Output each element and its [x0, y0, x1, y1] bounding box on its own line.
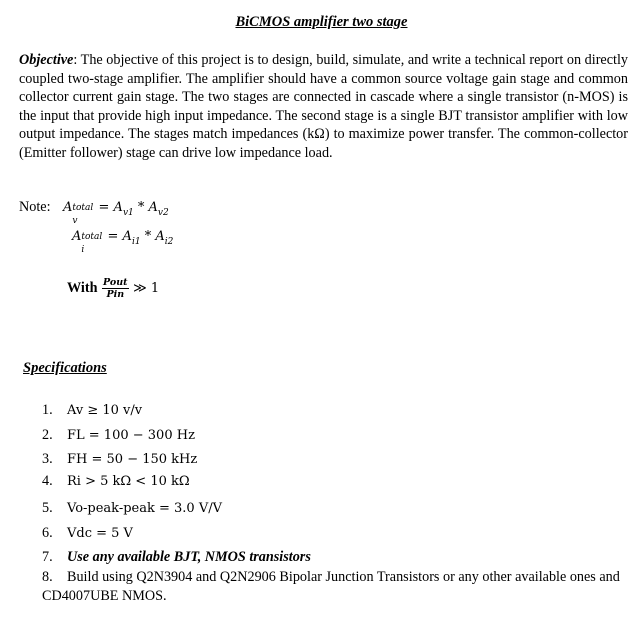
spec-num: 2.: [42, 427, 53, 443]
spec-text: Vdc = 5 V: [67, 526, 133, 541]
spec-item-2: [42, 427, 195, 444]
spec-num: 7.: [42, 549, 53, 565]
spec-num: 8.: [42, 569, 53, 585]
eq1-rhs: = A: [98, 200, 123, 215]
note-label: Note:: [19, 199, 51, 215]
power-fraction: [102, 277, 129, 300]
eq2-s1: i1: [131, 237, 141, 247]
power-ratio-condition: [67, 277, 159, 300]
eq2-rhs: = A: [107, 229, 132, 244]
document-title: BiCMOS amplifier two stage: [235, 14, 408, 30]
objective-paragraph: [19, 51, 628, 163]
spec-text: FL = 100 − 300 Hz: [67, 428, 195, 443]
eq2-sub: i: [81, 245, 85, 255]
objective-text: : The objective of this project is to design, build, simulate, and write a technical report on directly coupled two-stage amplifier. The amplifier should have a common source voltage gain stage and common collector current gain stage. The two stages are connected in cascade where a single transistor (n-MOS) is the input that provide high input impedance. The second stage is a single BJT transistor amplifier with low output impedance. The stages match impedances (kΩ) to maximize power transfer. The common-collector (Emitter follower) stage can drive low impedance load.: [19, 52, 628, 161]
spec-text: Av ≥ 10 v/v: [67, 403, 143, 418]
spec-num: 5.: [42, 500, 53, 516]
spec-text: Ri > 5 kΩ < 10 kΩ: [67, 474, 190, 489]
spec-num: 1.: [42, 402, 53, 418]
eq1-s2: v2: [157, 208, 169, 218]
spec-item-6: [42, 525, 133, 542]
spec-num: 4.: [42, 473, 53, 489]
spec-item-7: [42, 549, 311, 566]
eq1-lhs: A: [63, 200, 73, 215]
spec-item-4: [42, 473, 190, 490]
spec-item-8: [42, 568, 627, 606]
spec-item-3: [42, 451, 197, 468]
eq1-sub: v: [72, 216, 78, 226]
eq2-sup: total: [81, 232, 103, 242]
equation-voltage-gain: [63, 200, 169, 226]
eq2-mid: * A: [140, 229, 165, 244]
fraction-denominator: Pin: [106, 289, 125, 300]
spec-text: Build using Q2N3904 and Q2N2906 Bipolar Junction Transistors or any other available ones and CD4007UBE NMOS.: [42, 569, 620, 604]
spec-item-1: [42, 402, 142, 419]
with-label: With: [67, 279, 98, 296]
spec-item-5: [42, 500, 222, 517]
with-rhs: ≫ 1: [133, 280, 160, 296]
eq2-s2: i2: [164, 237, 174, 247]
eq1-mid: * A: [133, 200, 158, 215]
eq1-sup: total: [72, 203, 94, 213]
fraction-numerator: Pout: [103, 277, 128, 288]
specifications-heading: Specifications: [23, 360, 107, 376]
spec-num: 3.: [42, 451, 53, 467]
spec-num: 6.: [42, 525, 53, 541]
spec-text: FH = 50 − 150 kHz: [67, 452, 198, 467]
spec-text: Use any available BJT, NMOS transistors: [67, 549, 311, 565]
spec-text: Vo-peak-peak = 3.0 V/V: [67, 501, 222, 516]
equation-current-gain: [72, 229, 174, 255]
eq2-lhs: A: [72, 229, 82, 244]
objective-label: Objective: [19, 52, 74, 68]
eq1-s1: v1: [122, 208, 134, 218]
